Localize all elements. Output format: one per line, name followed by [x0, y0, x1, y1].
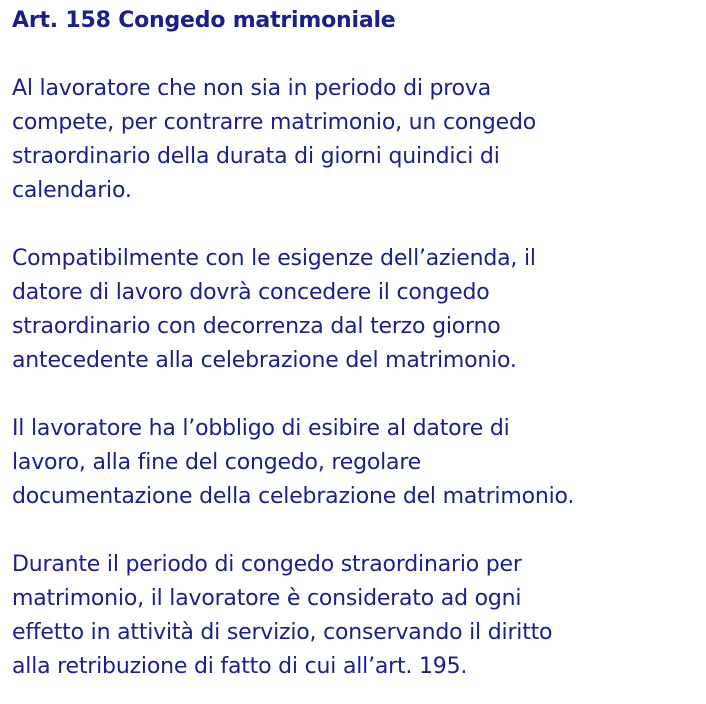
- paragraph-line: documentazione della celebrazione del matrimonio.: [12, 484, 575, 509]
- paragraph-line: datore di lavoro dovrà concedere il congedo: [12, 280, 490, 305]
- paragraph-line: effetto in attività di servizio, conservando il diritto: [12, 620, 553, 645]
- paragraph-3: [12, 412, 694, 514]
- paragraph-line: Durante il periodo di congedo straordinario per: [12, 552, 522, 577]
- paragraph-4: [12, 548, 694, 684]
- paragraph-line: calendario.: [12, 178, 132, 203]
- paragraph-line: Il lavoratore ha l’obbligo di esibire al datore di: [12, 416, 510, 441]
- paragraph-line: antecedente alla celebrazione del matrimonio.: [12, 348, 517, 373]
- paragraph-2: [12, 242, 694, 378]
- paragraph-line: straordinario della durata di giorni quindici di: [12, 144, 500, 169]
- paragraph-line: matrimonio, il lavoratore è considerato ad ogni: [12, 586, 522, 611]
- paragraph-line: lavoro, alla fine del congedo, regolare: [12, 450, 422, 475]
- paragraph-line: compete, per contrarre matrimonio, un congedo: [12, 110, 536, 135]
- paragraph-line: Al lavoratore che non sia in periodo di prova: [12, 76, 492, 101]
- paragraph-line: Compatibilmente con le esigenze dell’azienda, il: [12, 246, 536, 271]
- paragraph-1: [12, 72, 694, 208]
- paragraph-line: alla retribuzione di fatto di cui all’art. 195.: [12, 654, 468, 679]
- article-title: Art. 158 Congedo matrimoniale: [12, 8, 396, 33]
- paragraph-line: straordinario con decorrenza dal terzo giorno: [12, 314, 501, 339]
